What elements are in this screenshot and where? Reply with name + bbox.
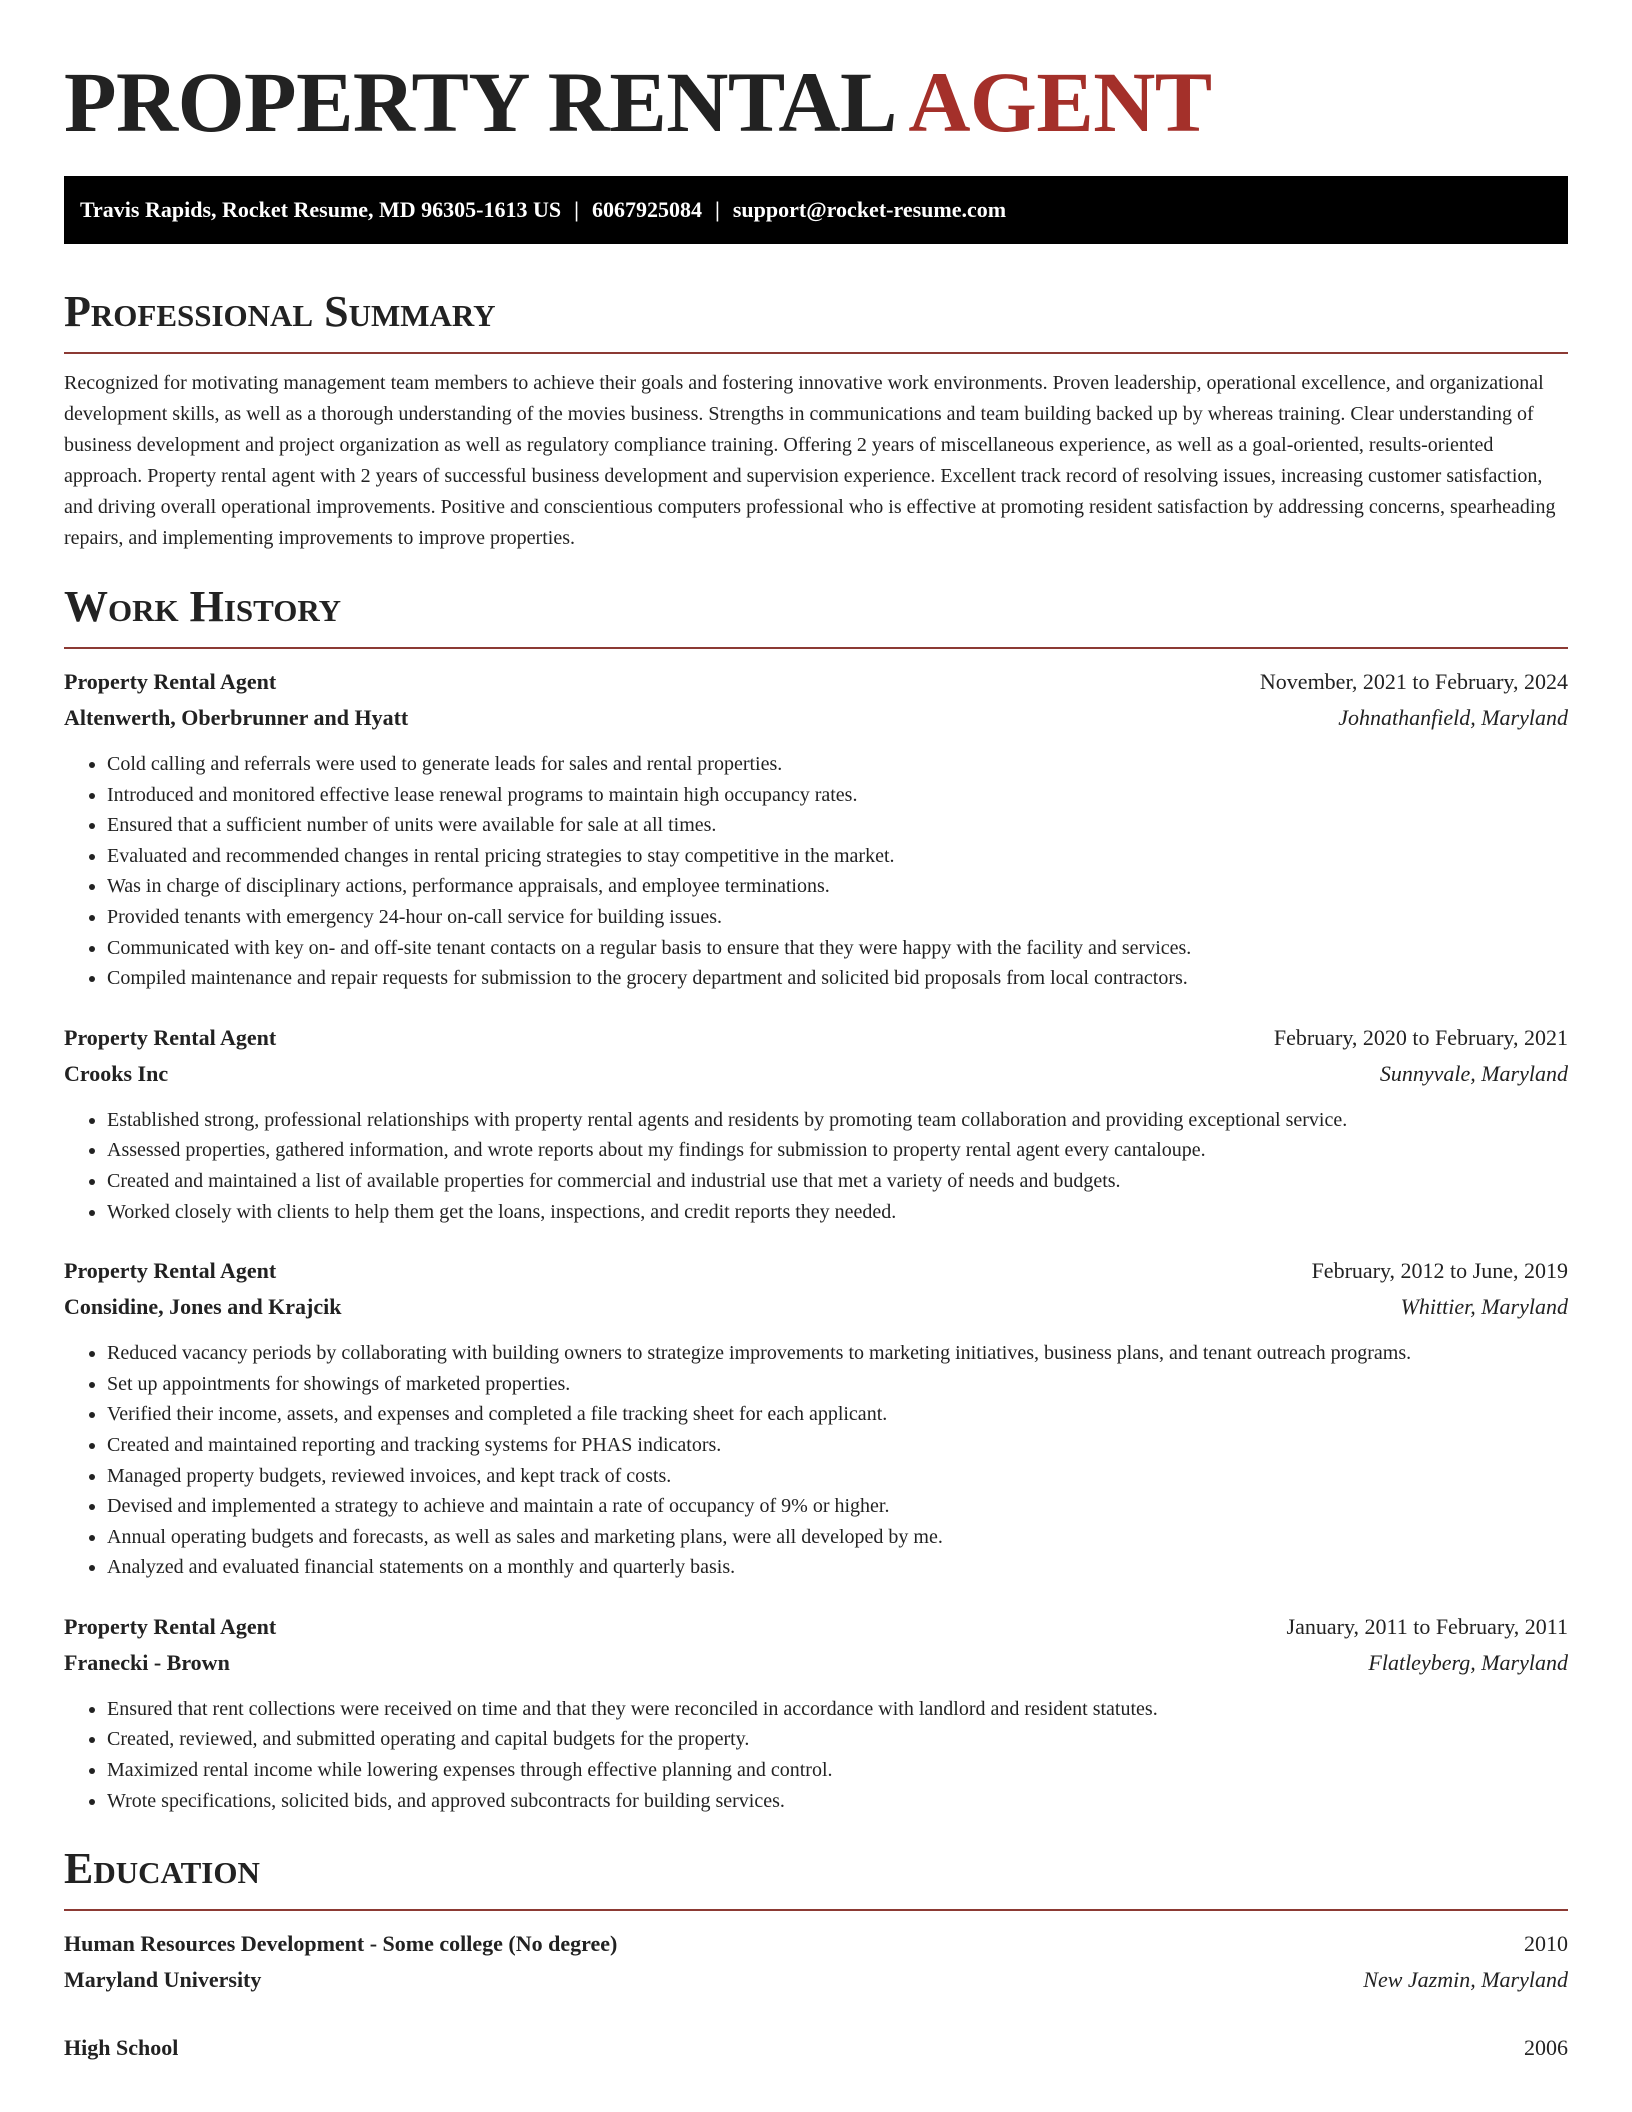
job-role: Property Rental Agent <box>64 1024 277 1050</box>
job-bullet: • Provided tenants with emergency 24-hour on-call service for building issues. <box>107 902 1568 933</box>
job-bullet: • Set up appointments for showings of marketed properties. <box>107 1369 1568 1400</box>
education-header-row <box>64 1926 1568 1962</box>
job-company-row <box>64 1056 1568 1092</box>
job-role: Property Rental Agent <box>64 1258 277 1284</box>
job-dates: February, 2020 to February, 2021 <box>1273 1024 1568 1050</box>
work-history-heading: Work History <box>64 582 342 631</box>
job-bullet: • Verified their income, assets, and expenses and completed a file tracking sheet for each applicant. <box>107 1399 1568 1430</box>
job-role: Property Rental Agent <box>64 1613 277 1639</box>
job-bullet: • Was in charge of disciplinary actions, performance appraisals, and employee terminations. <box>107 871 1568 902</box>
education-school-row <box>64 1962 1568 1998</box>
education-year: 2006 <box>1524 2035 1568 2061</box>
contact-bar <box>64 176 1568 244</box>
job-location: Johnathanfield, Maryland <box>1338 705 1568 730</box>
job-role: Property Rental Agent <box>64 669 277 694</box>
job-header-row <box>64 1609 1568 1645</box>
job-bullet: • Created and maintained a list of available properties for commercial and industrial use that met a variety of needs and budgets. <box>107 1166 1568 1197</box>
job-bullet: • Wrote specifications, solicited bids, and approved subcontracts for building services. <box>107 1786 1568 1817</box>
job-entry <box>64 1020 1568 1227</box>
job-company: Altenwerth, Oberbrunner and Hyatt <box>64 705 409 730</box>
job-bullet: • Annual operating budgets and forecasts, as well as sales and marketing plans, were all developed by me. <box>107 1522 1568 1553</box>
job-bullet: • Established strong, professional relationships with property rental agents and residents by promoting team collaboration and providing exceptional service. <box>107 1105 1568 1136</box>
job-company-row <box>64 1289 1568 1325</box>
job-bullet: • Worked closely with clients to help them get the loans, inspections, and credit reports they needed. <box>107 1197 1568 1228</box>
job-entry <box>64 664 1568 994</box>
job-bullet: • Maximized rental income while lowering expenses through effective planning and control. <box>107 1755 1568 1786</box>
job-header-row <box>64 1020 1568 1056</box>
job-entry <box>64 1609 1568 1816</box>
job-bullet: • Evaluated and recommended changes in rental pricing strategies to stay competitive in the market. <box>107 841 1568 872</box>
job-header-row <box>64 1253 1568 1289</box>
education-entry <box>64 2030 1568 2066</box>
education-header-row <box>64 2030 1568 2066</box>
job-dates: January, 2011 to February, 2011 <box>1286 1613 1568 1639</box>
section-divider <box>64 1909 1568 1911</box>
job-bullet-list <box>64 1105 1568 1227</box>
section-divider <box>64 647 1568 649</box>
education-degree: Human Resources Development - Some college (No degree) <box>64 1931 618 1957</box>
title-main: PROPERTY RENTAL <box>64 54 893 150</box>
education-year: 2010 <box>1524 1931 1568 1957</box>
contact-phone: 6067925084 <box>592 197 702 222</box>
job-location: Flatleyberg, Maryland <box>1368 1649 1568 1675</box>
education-location: New Jazmin, Maryland <box>1363 1967 1568 1993</box>
job-location: Whittier, Maryland <box>1400 1294 1568 1320</box>
job-company-row <box>64 700 1568 736</box>
job-bullet: • Reduced vacancy periods by collaborating with building owners to strategize improvements to marketing initiatives, business plans, and tenant outreach programs. <box>107 1338 1568 1369</box>
education-school: Maryland University <box>64 1967 262 1993</box>
job-bullet: • Assessed properties, gathered information, and wrote reports about my findings for submission to property rental agent every cantaloupe. <box>107 1135 1568 1166</box>
summary-text: Recognized for motivating management team members to achieve their goals and fostering innovative work environments. Proven leadership, operational excellence, and organizational development skills, as well as a thorough understanding of the movies business. Strengths in communications and team building backed up by whereas training. Clear understanding of business development and project organization as well as regulatory compliance training. Offering 2 years of miscellaneous experience, as well as a goal-oriented, results-oriented approach. Property rental agent with 2 years of successful business development and supervision experience. Excellent track record of resolving issues, increasing customer satisfaction, and driving overall operational improvements. Positive and conscientious computers professional who is effective at promoting resident satisfaction by addressing concerns, spearheading repairs, and implementing improvements to improve properties. <box>64 372 1556 549</box>
job-location: Sunnyvale, Maryland <box>1379 1060 1568 1086</box>
job-bullet: • Managed property budgets, reviewed invoices, and kept track of costs. <box>107 1461 1568 1492</box>
title-accent: AGENT <box>908 54 1212 150</box>
job-bullet: • Created, reviewed, and submitted operating and capital budgets for the property. <box>107 1724 1568 1755</box>
job-bullet: • Communicated with key on- and off-site tenant contacts on a regular basis to ensure that they were happy with the facility and services. <box>107 933 1568 964</box>
job-bullet-list <box>64 1338 1568 1583</box>
job-bullet: • Ensured that rent collections were received on time and that they were reconciled in accordance with landlord and resident statutes. <box>107 1694 1568 1725</box>
education-entry <box>64 1926 1568 1998</box>
job-dates: February, 2012 to June, 2019 <box>1311 1258 1568 1284</box>
job-company: Crooks Inc <box>64 1060 169 1086</box>
job-bullet: • Cold calling and referrals were used to generate leads for sales and rental properties. <box>107 749 1568 780</box>
job-company: Franecki - Brown <box>64 1649 230 1675</box>
job-entry <box>64 1253 1568 1583</box>
contact-separator: | <box>574 197 579 222</box>
job-bullet-list <box>64 749 1568 994</box>
resume-title <box>64 0 1568 150</box>
job-dates: November, 2021 to February, 2024 <box>1259 669 1568 694</box>
job-header-row <box>64 664 1568 700</box>
summary-heading: Professional Summary <box>64 287 496 336</box>
job-bullet-list <box>64 1694 1568 1816</box>
resume-page <box>64 0 1568 2066</box>
contact-address: Travis Rapids, Rocket Resume, MD 96305-1613 US <box>80 197 562 222</box>
job-bullet: • Created and maintained reporting and tracking systems for PHAS indicators. <box>107 1430 1568 1461</box>
education-heading: Education <box>64 1844 260 1894</box>
contact-email: support@rocket-resume.com <box>732 197 1007 222</box>
section-divider <box>64 352 1568 354</box>
job-bullet: • Analyzed and evaluated financial statements on a monthly and quarterly basis. <box>107 1552 1568 1583</box>
job-bullet: • Introduced and monitored effective lease renewal programs to maintain high occupancy rates. <box>107 780 1568 811</box>
job-company: Considine, Jones and Krajcik <box>64 1294 342 1320</box>
job-bullet: • Ensured that a sufficient number of units were available for sale at all times. <box>107 810 1568 841</box>
job-bullet: • Devised and implemented a strategy to achieve and maintain a rate of occupancy of 9% or higher. <box>107 1491 1568 1522</box>
contact-separator: | <box>715 197 720 222</box>
job-company-row <box>64 1645 1568 1681</box>
education-degree: High School <box>64 2035 179 2061</box>
job-bullet: • Compiled maintenance and repair requests for submission to the grocery department and solicited bid proposals from local contractors. <box>107 963 1568 994</box>
